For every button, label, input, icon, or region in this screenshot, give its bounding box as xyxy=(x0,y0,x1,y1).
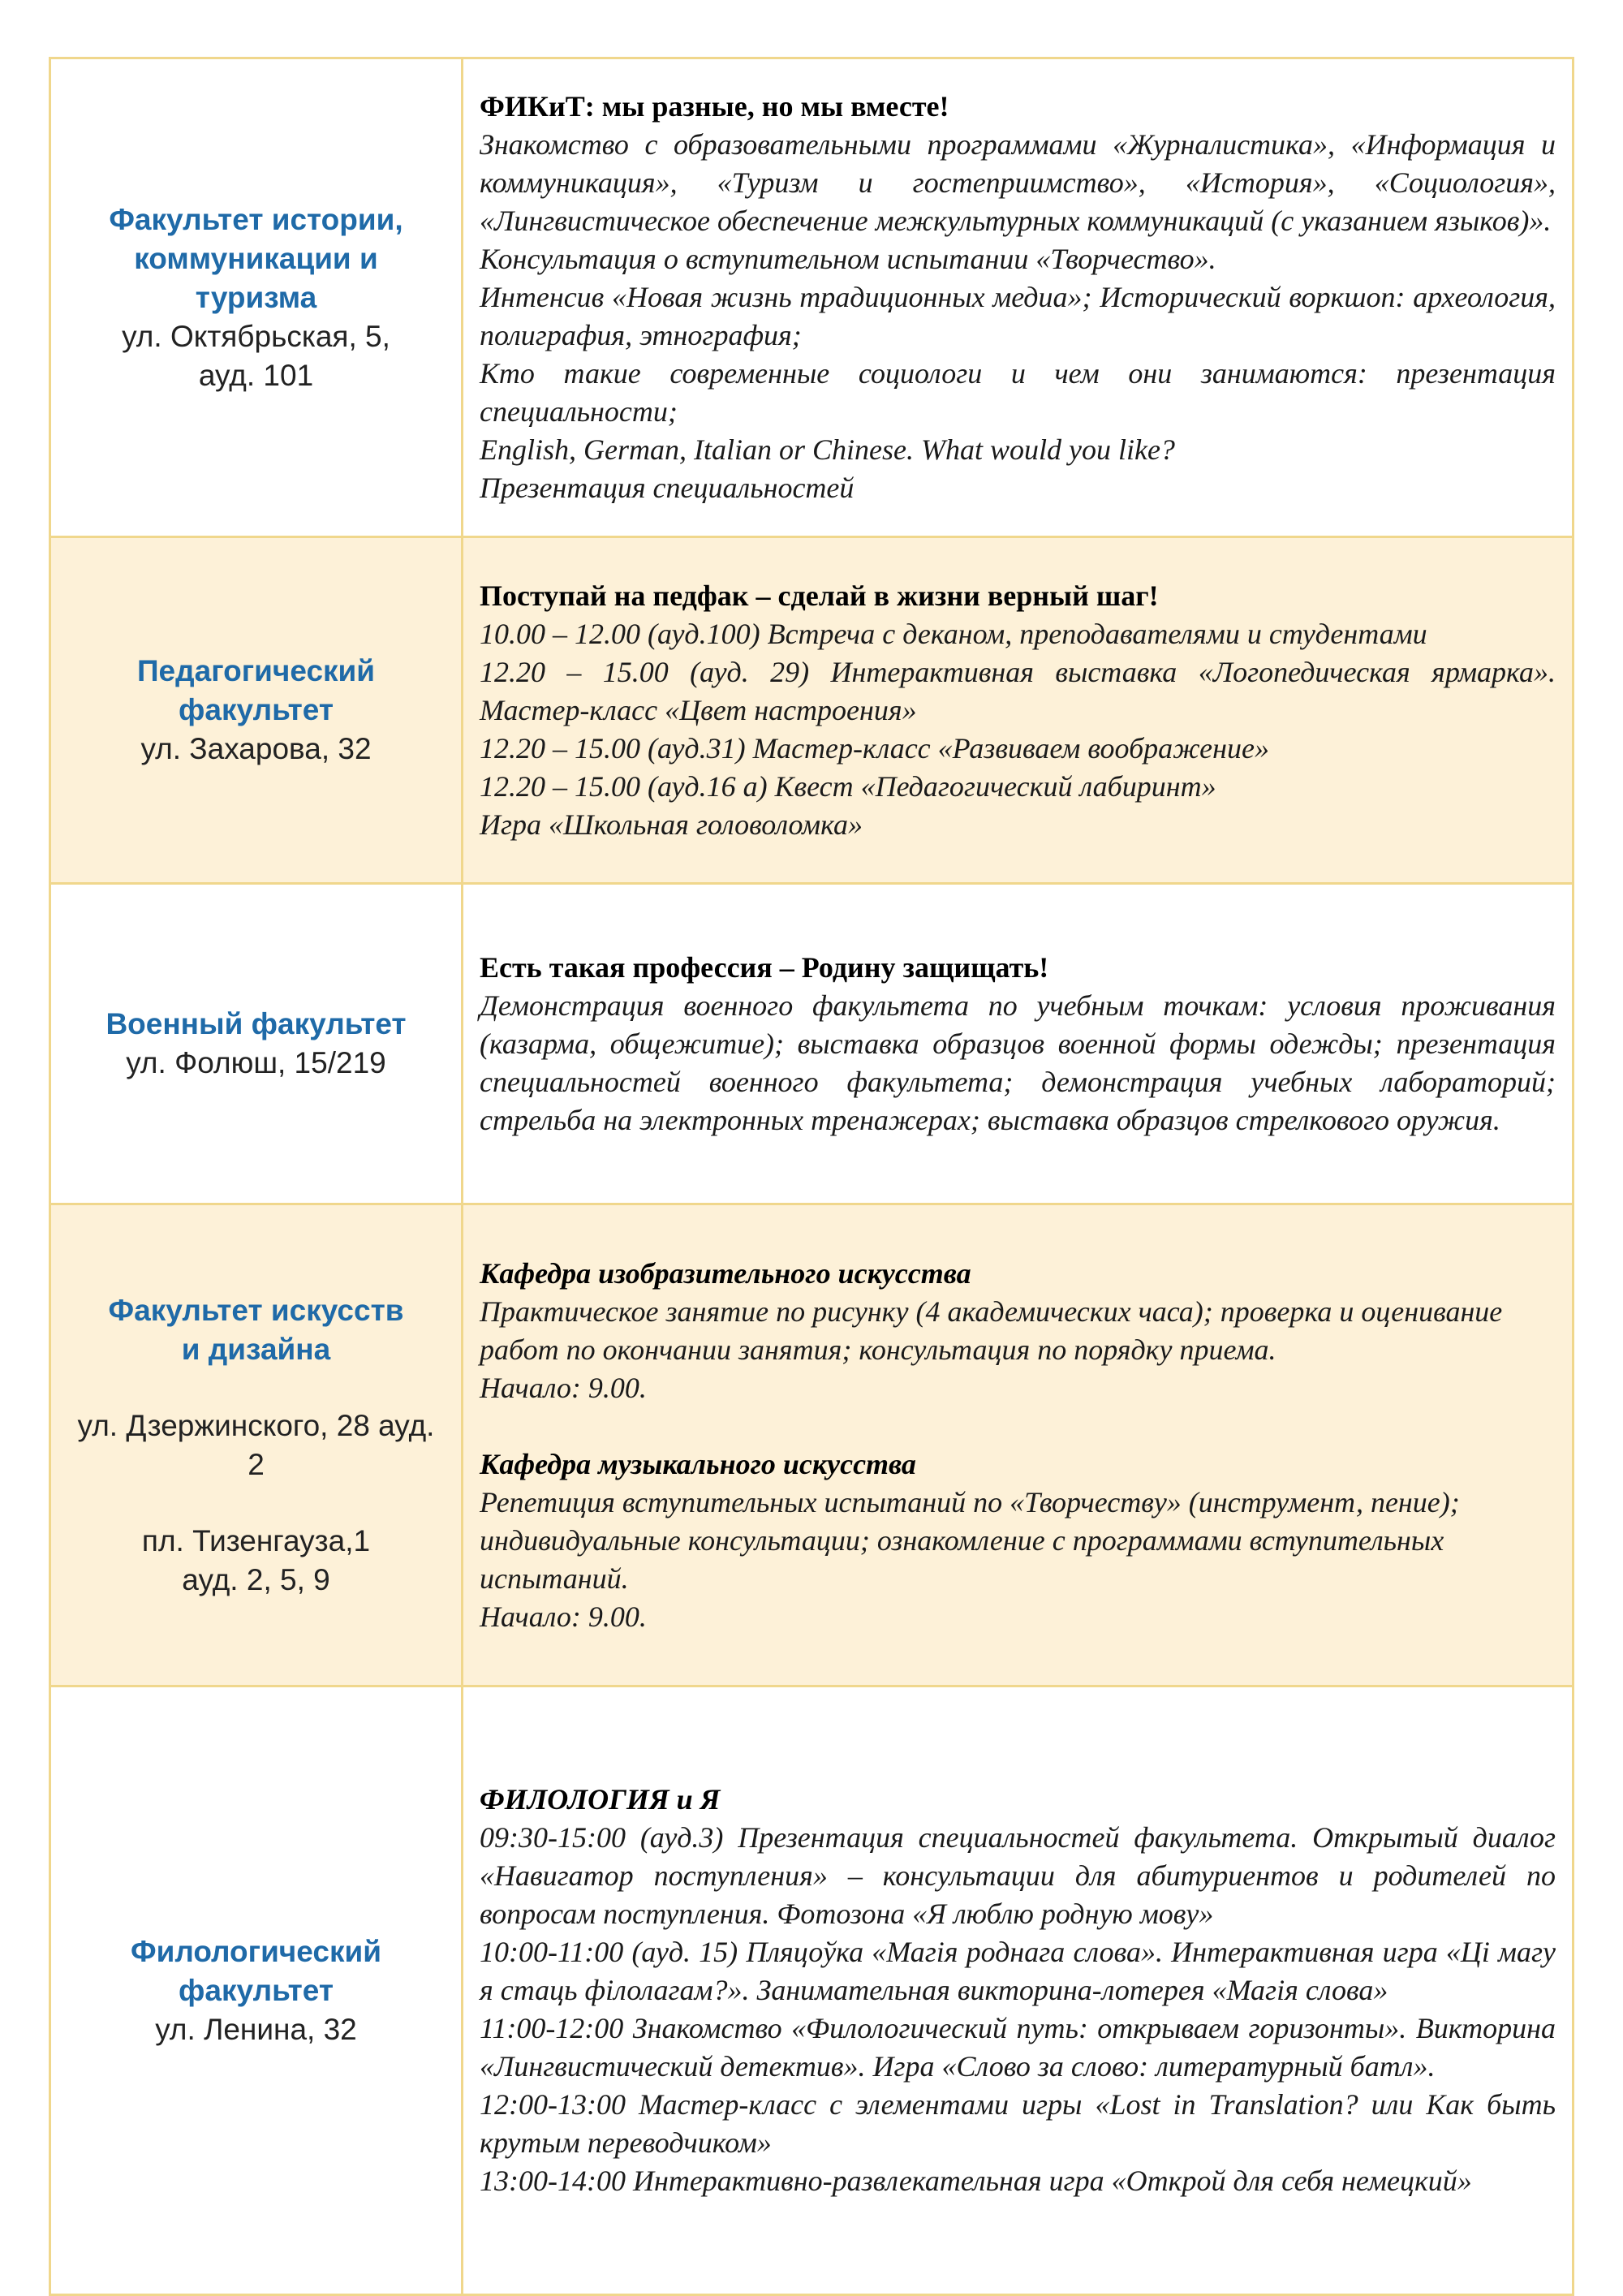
program-cell xyxy=(463,884,1573,1204)
program-line: 13:00-14:00 Интерактивно-развлекательная игра «Открой для себя немецкий» xyxy=(480,2165,1472,2197)
table-row xyxy=(50,537,1573,884)
table-row xyxy=(50,1204,1573,1686)
faculty-address: ул. Ленина, 32 xyxy=(155,2012,357,2046)
program-cell xyxy=(463,58,1573,537)
program-cell xyxy=(463,537,1573,884)
program-cell xyxy=(463,1686,1573,2295)
program-line: 12.20 – 15.00 (ауд.16 а) Квест «Педагогический лабиринт» xyxy=(480,769,1216,803)
faculty-name: Педагогический факультет xyxy=(136,654,376,726)
program-line: 12.20 – 15.00 (ауд. 29) Интерактивная выставка «Логопедическая ярмарка». Мастер-класс «Цвет настроения» xyxy=(480,655,1556,726)
faculty-cell xyxy=(50,58,463,537)
program-cell xyxy=(463,1204,1573,1686)
program-line: Консультация о вступительном испытании «Творчество». xyxy=(480,243,1216,275)
program-line: Игра «Школьная головоломка» xyxy=(480,808,863,841)
faculty-cell xyxy=(50,1686,463,2295)
faculty-name: Факультет истории, коммуникации и туризма xyxy=(109,202,403,314)
table-row xyxy=(50,58,1573,537)
program-line: 12.20 – 15.00 (ауд.31) Мастер-класс «Развиваем воображение» xyxy=(480,731,1270,765)
department-title: Кафедра музыкального искусства xyxy=(480,1447,916,1480)
program-line: Начало: 9.00. xyxy=(480,1371,647,1404)
program-line: Репетиция вступительных испытаний по «Творчеству» (инструмент, пение); индивидуальные консультации; ознакомление с программами вступительных испытаний. xyxy=(480,1485,1460,1595)
program-line: 10.00 – 12.00 (ауд.100) Встреча с деканом, преподавателями и студентами xyxy=(480,617,1427,650)
program-heading: Поступай на педфак – сделай в жизни верный шаг! xyxy=(480,579,1159,612)
faculty-address: ул. Фолюш, 15/219 xyxy=(126,1046,386,1079)
program-line: Кто такие современные социологи и чем они занимаются: презентация специальности; xyxy=(480,357,1556,428)
schedule-table xyxy=(49,57,1574,2296)
program-line: 09:30-15:00 (ауд.3) Презентация специальностей факультета. Открытый диалог «Навигатор поступления» – консультации для абитуриентов и родителей по вопросам поступления. Фотозона «Я люблю родную мову» xyxy=(480,1821,1556,1930)
program-line: Интенсив «Новая жизнь традиционных медиа»; Исторический воркшоп: археология, полиграфия, этнография; xyxy=(480,281,1556,351)
table-row xyxy=(50,1686,1573,2295)
faculty-address: ул. Дзержинского, 28 ауд. 2 xyxy=(77,1408,435,1481)
department-title: Кафедра изобразительного искусства xyxy=(480,1256,971,1290)
program-line: Практическое занятие по рисунку (4 академических часа); проверка и оценивание работ по окончании занятия; консультация по порядку приема. xyxy=(480,1294,1503,1366)
faculty-address: ул. Захарова, 32 xyxy=(140,732,372,765)
program-line: 12:00-13:00 Мастер-класс с элементами игры «Lost in Translation? или Как быть крутым переводчиком» xyxy=(480,2088,1556,2159)
program-line: 10:00-11:00 (ауд. 15) Пляцоўка «Магія роднага слова». Интерактивная игра «Ці магу я стаць філолагам?». Занимательная викторина-лотерея «Магія слова» xyxy=(480,1936,1556,2006)
faculty-cell xyxy=(50,1204,463,1686)
program-heading: ФИЛОЛОГИЯ и Я xyxy=(480,1783,721,1816)
faculty-name: Факультет искусств и дизайна xyxy=(108,1293,404,1366)
faculty-name: Филологический факультет xyxy=(131,1934,381,2007)
faculty-address: ул. Октябрьская, 5, ауд. 101 xyxy=(122,319,390,392)
faculty-address: пл. Тизенгауза,1 ауд. 2, 5, 9 xyxy=(141,1523,371,1596)
program-heading: Есть такая профессия – Родину защищать! xyxy=(480,950,1049,984)
faculty-cell xyxy=(50,537,463,884)
table-row xyxy=(50,884,1573,1204)
program-line: Демонстрация военного факультета по учебным точкам: условия проживания (казарма, общежитие); выставка образцов военной формы одежды; презентация специальностей военного факультета; демонстрация учебных лабораторий; стрельба на электронных тренажерах; выставка образцов стрелкового оружия. xyxy=(480,989,1556,1136)
program-heading: ФИКиТ: мы разные, но мы вместе! xyxy=(480,90,949,123)
program-line: Презентация специальностей xyxy=(480,472,855,504)
program-line: Знакомство с образовательными программами «Журналистика», «Информация и коммуникация», «Туризм и гостеприимство», «История», «Социология», «Лингвистическое обеспечение межкультурных коммуникаций (с указанием языков)». xyxy=(480,128,1556,237)
faculty-name: Военный факультет xyxy=(105,1007,407,1040)
program-line: English, German, Italian or Chinese. What would you like? xyxy=(480,433,1175,466)
program-line: Начало: 9.00. xyxy=(480,1600,647,1633)
program-line: 11:00-12:00 Знакомство «Филологический путь: открываем горизонты». Викторина «Лингвистический детектив». Игра «Слово за слово: литературный батл». xyxy=(480,2012,1556,2083)
faculty-cell xyxy=(50,884,463,1204)
